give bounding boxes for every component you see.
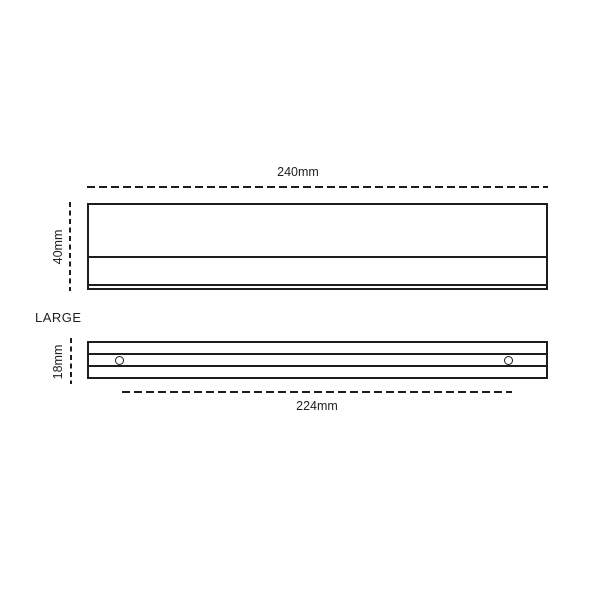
- front-view-outline: [87, 203, 548, 290]
- front-view-groove-line: [89, 256, 546, 258]
- plan-view-outline: [87, 341, 548, 379]
- front-view-width-dimension-label: 240mm: [277, 165, 319, 179]
- front-view-height-dimension-label: 40mm: [51, 229, 65, 265]
- hole-spacing-dimension-line: [122, 391, 512, 393]
- plan-view-channel-line-upper: [89, 353, 546, 355]
- plan-view-channel-line-lower: [89, 365, 546, 367]
- variant-label: LARGE: [35, 310, 82, 325]
- plan-view-height-dimension-label: 18mm: [51, 344, 65, 380]
- screw-hole-left: [115, 356, 124, 365]
- screw-hole-right: [504, 356, 513, 365]
- front-view-bottom-edge-line: [89, 284, 546, 286]
- front-view-width-dimension-line: [87, 186, 548, 188]
- plan-view-height-dimension-line: [70, 338, 72, 384]
- front-view-height-dimension-line: [69, 202, 71, 291]
- hole-spacing-dimension-label: 224mm: [296, 399, 338, 413]
